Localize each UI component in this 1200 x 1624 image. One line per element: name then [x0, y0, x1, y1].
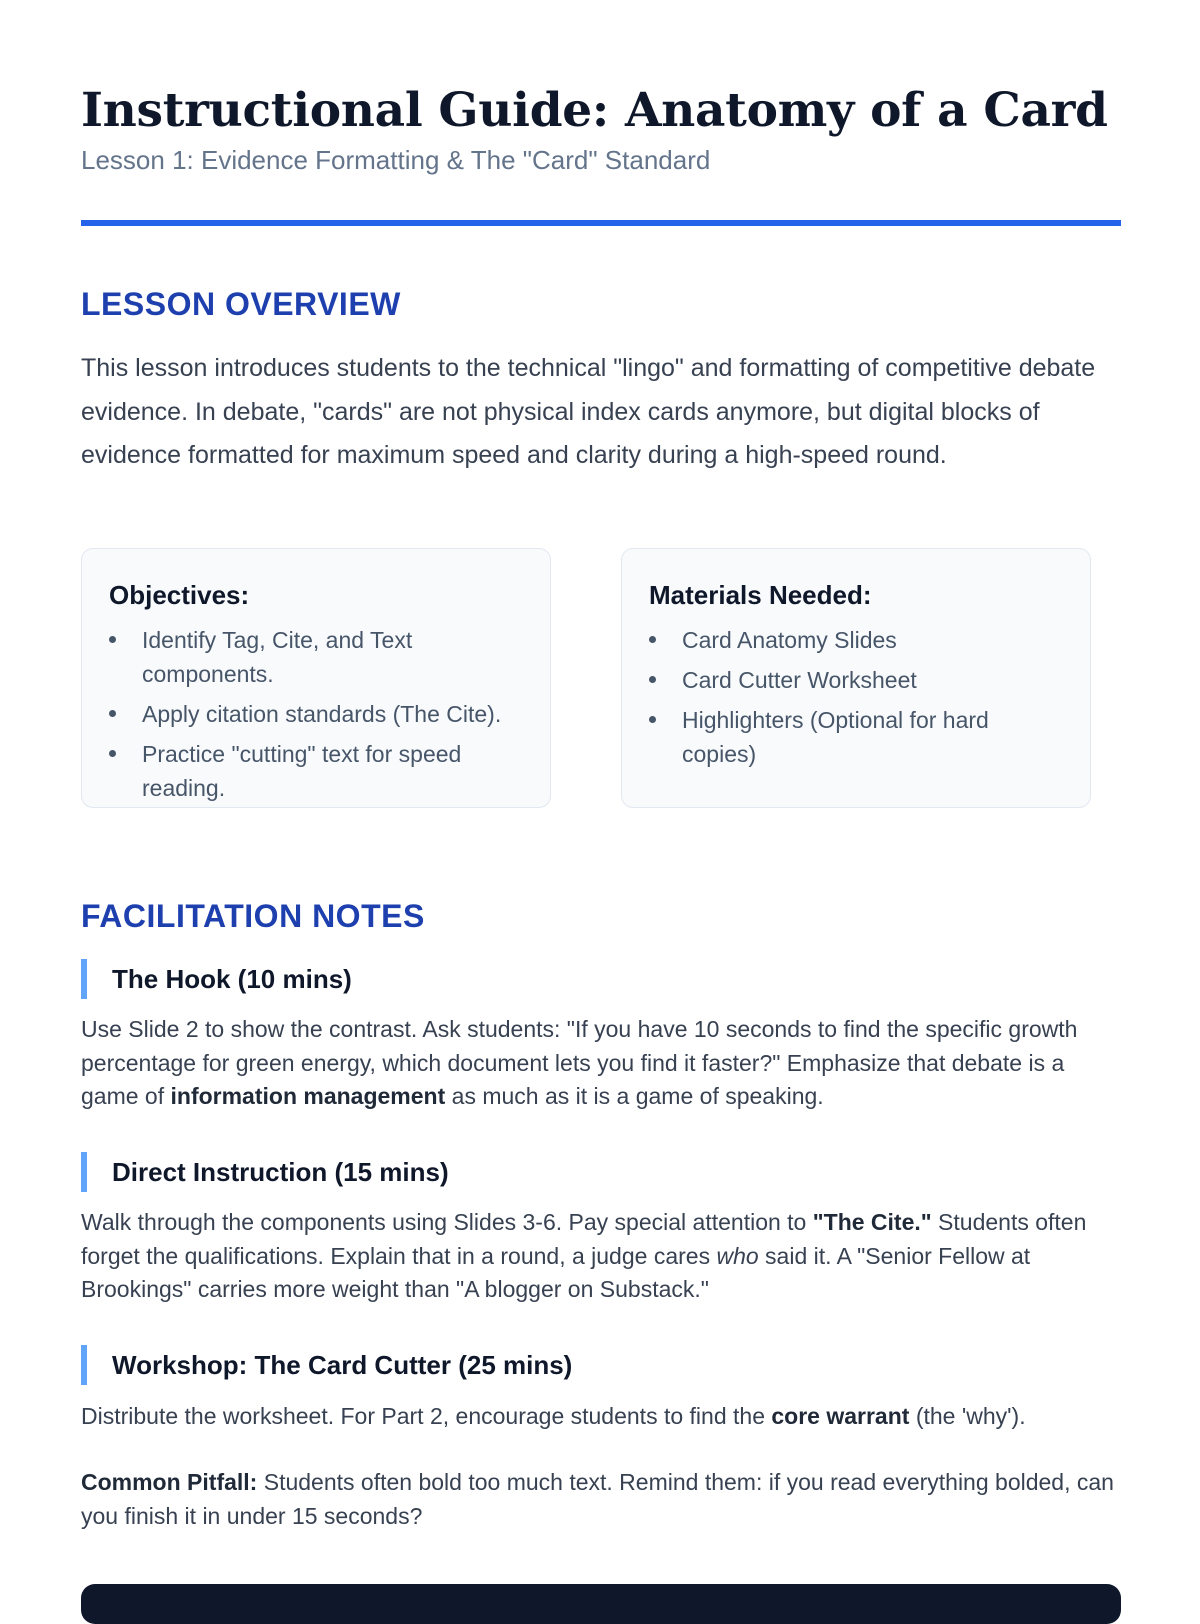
materials-box	[621, 548, 1091, 808]
hook-heading: The Hook (10 mins)	[81, 959, 352, 999]
hook-text: Use Slide 2 to show the contrast. Ask students: "If you have 10 seconds to find the specific growth percentage for green energy, which document lets you find it faster?" Emphasize that debate is a game of information management as much as it is a game of speaking.	[81, 1016, 1078, 1109]
bullet-icon	[109, 710, 116, 717]
bullet-icon	[109, 750, 116, 757]
objectives-list	[109, 623, 523, 805]
list-item	[109, 697, 523, 731]
page-title: Instructional Guide: Anatomy of a Card	[81, 83, 1108, 138]
lesson-overview-heading: LESSON OVERVIEW	[81, 286, 401, 322]
list-item-text: Apply citation standards (The Cite).	[142, 701, 502, 727]
materials-list	[649, 623, 1063, 771]
list-item	[649, 663, 1063, 697]
list-item	[649, 703, 1063, 771]
bullet-icon	[109, 636, 116, 643]
facilitation-notes-heading: FACILITATION NOTES	[81, 898, 425, 934]
list-item	[109, 737, 523, 805]
list-item-text: Highlighters (Optional for hard copies)	[682, 707, 989, 767]
objectives-title: Objectives:	[109, 580, 250, 610]
list-item-text: Card Cutter Worksheet	[682, 667, 917, 693]
objectives-box	[81, 548, 551, 808]
materials-title: Materials Needed:	[649, 580, 872, 610]
list-item-text: Identify Tag, Cite, and Text components.	[142, 627, 413, 687]
list-item-text: Practice "cutting" text for speed reading.	[142, 741, 462, 801]
page-subtitle: Lesson 1: Evidence Formatting & The "Card" Standard	[81, 145, 711, 175]
direct-instruction-heading: Direct Instruction (15 mins)	[81, 1152, 449, 1192]
bullet-icon	[649, 676, 656, 683]
list-item	[109, 623, 523, 691]
list-item	[649, 623, 1063, 657]
footer-banner	[81, 1584, 1121, 1624]
common-pitfall-label: Common Pitfall:	[81, 1469, 258, 1495]
bullet-icon	[649, 716, 656, 723]
list-item-text: Card Anatomy Slides	[682, 627, 897, 653]
common-pitfall-text: Common Pitfall: Students often bold too much text. Remind them: if you read everything bolded, can you finish it in under 15 seconds?	[81, 1469, 1114, 1529]
lesson-overview-text: This lesson introduces students to the technical "lingo" and formatting of competitive debate evidence. In debate, "cards" are not physical index cards anymore, but digital blocks of evidence formatted for maximum speed and clarity during a high-speed round.	[81, 354, 1096, 469]
bullet-icon	[649, 636, 656, 643]
page-header	[81, 82, 1121, 176]
header-divider	[81, 220, 1121, 226]
workshop-text: Distribute the worksheet. For Part 2, encourage students to find the core warrant (the 'why').	[81, 1403, 1026, 1429]
workshop-heading: Workshop: The Card Cutter (25 mins)	[81, 1345, 572, 1385]
direct-instruction-text: Walk through the components using Slides 3-6. Pay special attention to "The Cite." Students often forget the qualifications. Explain that in a round, a judge cares who said it. A "Senior Fellow at Brookings" carries more weight than "A blogger on Substack."	[81, 1209, 1087, 1302]
